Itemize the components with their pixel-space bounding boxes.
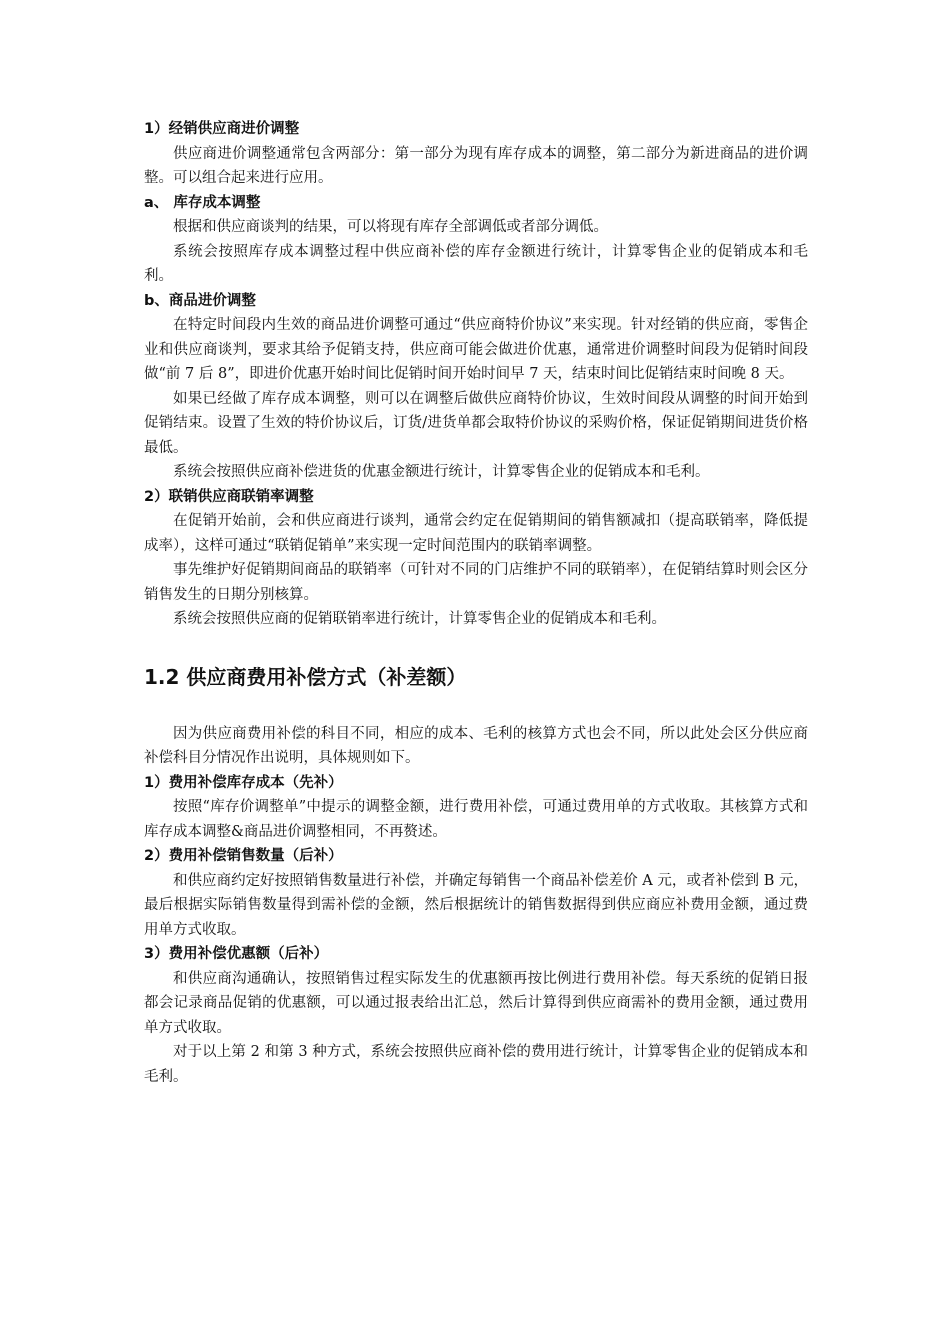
paragraph-joint-rate-1: 在促销开始前，会和供应商进行谈判，通常会约定在促销期间的销售额减扣（提高联销率，降低提成率），这样可通过“联销促销单”来实现一定时间范围内的联销率调整。 bbox=[144, 513, 808, 554]
paragraph-inventory-cost-2: 系统会按照库存成本调整过程中供应商补偿的库存金额进行统计，计算零售企业的促销成本和毛利。 bbox=[144, 243, 808, 284]
heading-dealer-price-adjustment: 1）经销供应商进价调整 bbox=[144, 121, 300, 137]
paragraph-fee-intro: 因为供应商费用补偿的科目不同，相应的成本、毛利的核算方式也会不同，所以此处会区分供应商补偿科目分情况作出说明，具体规则如下。 bbox=[144, 725, 808, 766]
heading-fee-inventory-cost: 1）费用补偿库存成本（先补） bbox=[144, 774, 343, 791]
section-title-fee-compensation: 1.2 供应商费用补偿方式（补差额） bbox=[144, 664, 467, 689]
paragraph-dealer-intro: 供应商进价调整通常包含两部分：第一部分为现有库存成本的调整，第二部分为新进商品的进价调整。可以组合起来进行应用。 bbox=[144, 145, 808, 186]
heading-purchase-price-adjustment: b、商品进价调整 bbox=[144, 292, 256, 309]
paragraph-joint-rate-3: 系统会按照供应商的促销联销率进行统计，计算零售企业的促销成本和毛利。 bbox=[173, 611, 666, 627]
paragraph-purchase-price-3: 系统会按照供应商补偿进货的优惠金额进行统计，计算零售企业的促销成本和毛利。 bbox=[173, 464, 710, 480]
heading-fee-discount: 3）费用补偿优惠额（后补） bbox=[144, 946, 329, 962]
paragraph-purchase-price-2: 如果已经做了库存成本调整，则可以在调整后做供应商特价协议，生效时间段从调整的时间开始到促销结束。设置了生效的特价协议后，订货/进货单都会取特价协议的采购价格，保证促销期间进货价格最低。 bbox=[144, 390, 808, 456]
paragraph-joint-rate-2: 事先维护好促销期间商品的联销率（可针对不同的门店维护不同的联销率），在促销结算时则会区分销售发生的日期分别核算。 bbox=[144, 562, 808, 603]
paragraph-purchase-price-1: 在特定时间段内生效的商品进价调整可通过“供应商特价协议”来实现。针对经销的供应商，零售企业和供应商谈判，要求其给予促销支持，供应商可能会做进价优惠，通常进价调整时间段为促销时间段做“前 7 后 8”，即进价优惠开始时间比促销时间开始时间早 7 天，结束时间比促销结束时间晚 8 天。 bbox=[144, 317, 808, 382]
paragraph-fee-summary: 对于以上第 2 和第 3 种方式，系统会按照供应商补偿的费用进行统计，计算零售企业的促销成本和毛利。 bbox=[144, 1044, 808, 1085]
paragraph-fee-inventory-cost: 按照“库存价调整单”中提示的调整金额，进行费用补偿，可通过费用单的方式收取。其核算方式和库存成本调整&商品进价调整相同，不再赘述。 bbox=[144, 799, 808, 840]
document-page bbox=[144, 117, 808, 1089]
heading-fee-sales-quantity: 2）费用补偿销售数量（后补） bbox=[144, 848, 343, 864]
paragraph-fee-discount: 和供应商沟通确认，按照销售过程实际发生的优惠额再按比例进行费用补偿。每天系统的促销日报都会记录商品促销的优惠额，可以通过报表给出汇总，然后计算得到供应商需补的费用金额，通过费用单方式收取。 bbox=[144, 970, 808, 1036]
heading-inventory-cost-adjustment: a、 库存成本调整 bbox=[144, 194, 261, 211]
heading-joint-rate-adjustment: 2）联销供应商联销率调整 bbox=[144, 488, 314, 505]
paragraph-inventory-cost-1: 根据和供应商谈判的结果，可以将现有库存全部调低或者部分调低。 bbox=[173, 219, 608, 235]
paragraph-fee-sales-quantity: 和供应商约定好按照销售数量进行补偿，并确定每销售一个商品补偿差价 A 元，或者补偿到 B 元，最后根据实际销售数量得到需补偿的金额，然后根据统计的销售数据得到供应商应补费用金额，通过费用单方式收取。 bbox=[144, 872, 808, 938]
